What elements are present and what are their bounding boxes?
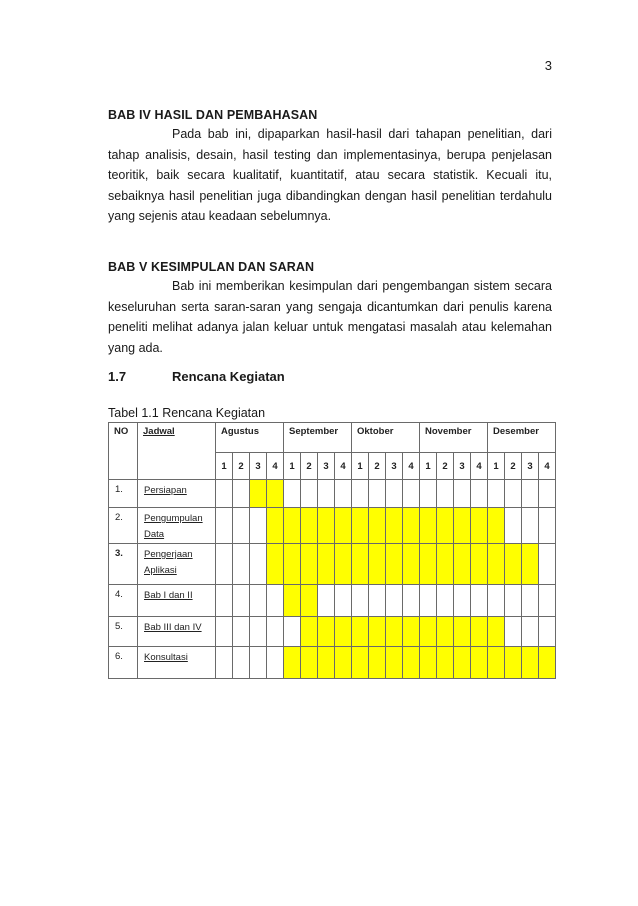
col-no-header	[109, 423, 138, 480]
activity-cell	[138, 480, 216, 508]
week-cell	[216, 585, 233, 617]
schedule-table	[108, 422, 556, 679]
week-cell	[267, 647, 284, 679]
week-cell-active	[318, 508, 335, 544]
week-cell	[352, 480, 369, 508]
week-header: 1	[284, 453, 301, 480]
page-number: 3	[544, 58, 552, 73]
week-cell-active	[522, 647, 539, 679]
month-header: Desember	[488, 423, 556, 453]
week-cell	[437, 480, 454, 508]
row-number: 1.	[109, 480, 138, 508]
col-jadwal-header	[138, 423, 216, 480]
week-cell	[539, 544, 556, 585]
week-cell	[488, 585, 505, 617]
week-cell-active	[386, 617, 403, 647]
activity-label: Persiapan	[144, 485, 187, 496]
week-cell-active	[386, 544, 403, 585]
week-cell	[522, 480, 539, 508]
week-cell	[505, 480, 522, 508]
week-cell-active	[318, 544, 335, 585]
week-cell-active	[386, 647, 403, 679]
table-row	[109, 647, 556, 679]
week-header: 2	[233, 453, 250, 480]
bab5-heading: BAB V KESIMPULAN DAN SARAN	[108, 260, 315, 274]
week-cell-active	[505, 647, 522, 679]
week-cell	[335, 480, 352, 508]
week-header: 2	[369, 453, 386, 480]
week-cell	[420, 585, 437, 617]
week-cell	[403, 585, 420, 617]
week-cell	[233, 585, 250, 617]
week-cell-active	[403, 617, 420, 647]
week-cell-active	[522, 544, 539, 585]
table-row	[109, 508, 556, 544]
week-header: 3	[454, 453, 471, 480]
week-header: 4	[335, 453, 352, 480]
row-number: 5.	[109, 617, 138, 647]
bab4-heading: BAB IV HASIL DAN PEMBAHASAN	[108, 108, 318, 122]
week-cell	[267, 617, 284, 647]
week-cell-active	[539, 647, 556, 679]
week-cell	[386, 585, 403, 617]
table-caption: Tabel 1.1 Rencana Kegiatan	[108, 406, 266, 420]
week-cell	[284, 617, 301, 647]
week-cell	[233, 647, 250, 679]
week-cell	[335, 585, 352, 617]
activity-cell	[138, 617, 216, 647]
week-cell-active	[454, 508, 471, 544]
week-cell	[216, 647, 233, 679]
week-cell	[505, 508, 522, 544]
week-cell	[267, 585, 284, 617]
activity-label: Bab III dan IV	[144, 622, 202, 633]
week-cell	[505, 617, 522, 647]
week-header: 2	[301, 453, 318, 480]
week-cell-active	[369, 617, 386, 647]
bab5-paragraph	[108, 276, 552, 358]
row-number: 4.	[109, 585, 138, 617]
week-header: 2	[505, 453, 522, 480]
week-cell-active	[403, 508, 420, 544]
activity-label: Bab I dan II	[144, 590, 193, 601]
week-cell-active	[454, 544, 471, 585]
week-header: 3	[386, 453, 403, 480]
week-cell-active	[335, 647, 352, 679]
col-no-label: NO	[114, 426, 129, 437]
week-cell-active	[488, 617, 505, 647]
week-cell	[233, 617, 250, 647]
week-cell-active	[471, 647, 488, 679]
activity-label: Pengerjaan Aplikasi	[144, 549, 193, 576]
week-cell	[250, 544, 267, 585]
week-cell	[216, 480, 233, 508]
table-row	[109, 480, 556, 508]
week-cell-active	[335, 508, 352, 544]
week-cell-active	[505, 544, 522, 585]
week-cell	[488, 480, 505, 508]
week-cell-active	[420, 508, 437, 544]
week-cell-active	[301, 585, 318, 617]
week-cell	[233, 544, 250, 585]
week-cell	[539, 617, 556, 647]
week-cell-active	[369, 544, 386, 585]
week-cell-active	[318, 617, 335, 647]
row-number: 2.	[109, 508, 138, 544]
week-cell-active	[454, 647, 471, 679]
row-number: 6.	[109, 647, 138, 679]
week-cell	[369, 585, 386, 617]
week-cell	[403, 480, 420, 508]
week-cell	[539, 480, 556, 508]
week-cell	[318, 480, 335, 508]
week-header: 2	[437, 453, 454, 480]
bab4-paragraph-text: Pada bab ini, dipaparkan hasil-hasil dari tahapan penelitian, dari tahap analisis, desain, hasil testing dan implementasinya, berupa penjelasan teoritik, baik secara kualitatif, kuantitatif, atau secara statistik. Kecuali itu, sebaiknya hasil penelitian juga dibandingkan dengan hasil penelitian terdahulu yang sejenis atau keadaan sebelumnya.	[108, 127, 552, 224]
row-number: 3.	[109, 544, 138, 585]
week-header: 4	[403, 453, 420, 480]
month-header: Oktober	[352, 423, 420, 453]
week-cell-active	[369, 647, 386, 679]
table-row	[109, 617, 556, 647]
week-cell-active	[267, 480, 284, 508]
week-cell-active	[471, 544, 488, 585]
week-cell	[233, 480, 250, 508]
table-row	[109, 544, 556, 585]
activity-label: Konsultasi	[144, 652, 188, 663]
week-cell	[216, 617, 233, 647]
month-header: Agustus	[216, 423, 284, 453]
week-cell-active	[301, 544, 318, 585]
week-cell	[216, 508, 233, 544]
week-cell-active	[284, 508, 301, 544]
week-cell-active	[420, 544, 437, 585]
week-cell-active	[352, 647, 369, 679]
week-cell	[522, 585, 539, 617]
week-cell	[386, 480, 403, 508]
week-cell-active	[488, 647, 505, 679]
week-header: 3	[318, 453, 335, 480]
week-header: 4	[267, 453, 284, 480]
week-cell-active	[454, 617, 471, 647]
week-cell-active	[437, 508, 454, 544]
week-cell-active	[352, 617, 369, 647]
week-cell-active	[267, 508, 284, 544]
activity-cell	[138, 544, 216, 585]
week-cell	[216, 544, 233, 585]
week-header: 3	[250, 453, 267, 480]
week-cell-active	[301, 508, 318, 544]
col-jadwal-label: Jadwal	[143, 426, 175, 437]
week-cell-active	[488, 544, 505, 585]
week-cell	[539, 585, 556, 617]
week-cell	[301, 480, 318, 508]
week-cell	[284, 480, 301, 508]
week-header: 4	[539, 453, 556, 480]
section-number: 1.7	[108, 369, 127, 384]
week-cell-active	[267, 544, 284, 585]
week-cell-active	[437, 647, 454, 679]
week-cell-active	[284, 647, 301, 679]
week-cell	[505, 585, 522, 617]
week-cell-active	[471, 617, 488, 647]
week-cell-active	[488, 508, 505, 544]
week-cell-active	[335, 544, 352, 585]
month-header-row	[109, 423, 556, 453]
week-cell-active	[352, 508, 369, 544]
week-cell	[471, 585, 488, 617]
section-title: Rencana Kegiatan	[172, 369, 285, 384]
week-cell-active	[284, 585, 301, 617]
week-header: 1	[352, 453, 369, 480]
week-cell	[420, 480, 437, 508]
week-header: 1	[216, 453, 233, 480]
week-header: 4	[471, 453, 488, 480]
week-cell-active	[403, 647, 420, 679]
table-row	[109, 585, 556, 617]
week-cell	[250, 647, 267, 679]
week-cell	[539, 508, 556, 544]
activity-cell	[138, 508, 216, 544]
week-cell	[369, 480, 386, 508]
week-cell-active	[250, 480, 267, 508]
week-cell-active	[284, 544, 301, 585]
week-cell	[437, 585, 454, 617]
week-header: 1	[420, 453, 437, 480]
week-cell-active	[420, 617, 437, 647]
month-header: September	[284, 423, 352, 453]
week-cell-active	[386, 508, 403, 544]
week-cell	[522, 508, 539, 544]
week-cell	[250, 617, 267, 647]
week-cell-active	[301, 647, 318, 679]
week-cell	[454, 585, 471, 617]
week-cell	[352, 585, 369, 617]
week-cell	[233, 508, 250, 544]
activity-label: Pengumpulan Data	[144, 513, 203, 540]
week-cell-active	[352, 544, 369, 585]
week-cell-active	[420, 647, 437, 679]
week-header: 1	[488, 453, 505, 480]
schedule-body	[109, 480, 556, 679]
week-cell	[454, 480, 471, 508]
week-cell-active	[369, 508, 386, 544]
bab4-paragraph	[108, 124, 552, 227]
week-cell	[471, 480, 488, 508]
activity-cell	[138, 585, 216, 617]
week-header: 3	[522, 453, 539, 480]
week-cell-active	[301, 617, 318, 647]
month-header: November	[420, 423, 488, 453]
week-cell-active	[437, 544, 454, 585]
week-cell	[250, 508, 267, 544]
week-cell-active	[437, 617, 454, 647]
activity-cell	[138, 647, 216, 679]
bab5-paragraph-text: Bab ini memberikan kesimpulan dari pengembangan sistem secara keseluruhan serta saran-saran yang sengaja dicantumkan dari penulis karena peneliti melihat adanya jalan keluar untuk mengatasi masalah atau kelemahan yang ada.	[108, 279, 552, 355]
week-cell-active	[335, 617, 352, 647]
week-cell-active	[471, 508, 488, 544]
week-cell	[250, 585, 267, 617]
week-cell-active	[403, 544, 420, 585]
week-cell-active	[318, 647, 335, 679]
week-cell	[522, 617, 539, 647]
week-cell	[318, 585, 335, 617]
